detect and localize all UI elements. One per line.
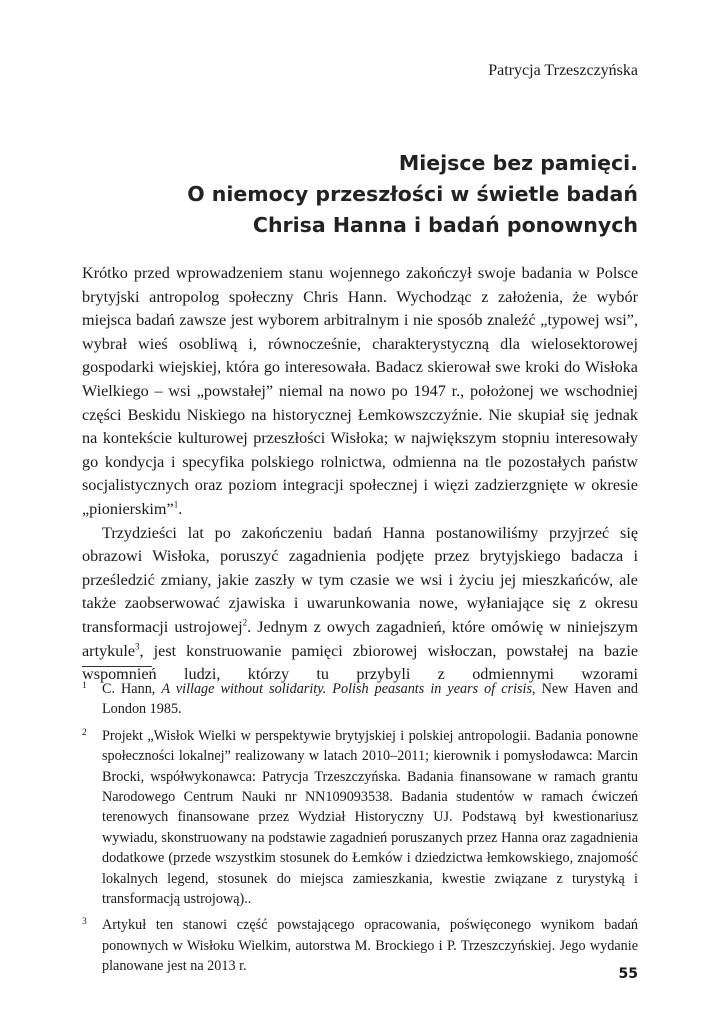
footnote-number: 3 bbox=[82, 917, 87, 928]
footnote-separator bbox=[82, 666, 152, 667]
footnote-text: Projekt „Wisłok Wielki w perspektywie brytyjskiej i polskiej antropologii. Badania ponowne społeczności lokalnej” realizowany w latach 2010–2011; kierownik i pomysłodawca: Marcin Brocki, współwykonawca: Patrycja Trzeszczyńska. Badania finansowane w ramach grantu Narodowego Centrum Nauki nr NN109093538. Badania studentów w ramach ćwiczeń terenowych finansowane przez Wydział Historyczny UJ. Podstawą był kwestionariusz wywiadu, skonstruowany na podstawie zagadnień poruszanych przez Hanna oraz zagadnienia dodatkowe (przede wszystkim stosunek do Łemków i dziedzictwa łemkowskiego, znajomość lokalnych legend, stosunek do miejsca zamieszkania, kwestie związane z turystyką i transformacją ustrojową).. bbox=[102, 727, 638, 908]
paragraph-2-text-c: , jest konstruowanie pamięci zbiorowej wisłoczan, powstałej na bazie wspomnień ludzi, którzy tu przybyli z odmiennymi wzorami bbox=[82, 641, 638, 684]
paragraph-1-text: Krótko przed wprowadzeniem stanu wojennego zakończył swoje badania w Polsce brytyjski antropolog społeczny Chris Hann. Wychodząc z założenia, że wybór miejsca badań zawsze jest wyborem arbitralnym i nie sposób znaleźć „typowej wsi”, wybrał wieś osobliwą i, równocześnie, charakterystyczną dla wielosektorowej gospodarki wiejskiej, która go interesowała. Badacz skierował swe kroki do Wisłoka Wielkiego – wsi „powstałej” niemal na nowo po 1947 r., położonej we wschodniej części Beskidu Niskiego na historycznej Łemkowszczyźnie. Nie skupiał się jednak na kontekście kulturowej przeszłości Wisłoka; w największym stopniu interesowały go kondycja i specyfika polskiego rolnictwa, odmienna na tle pozostałych państw socjalistycznych oraz poziom integracji społecznej i więzi zadzierzgnięte w okresie „pionierskim” bbox=[82, 264, 638, 518]
paragraph-2 bbox=[82, 522, 638, 687]
footnote-2 bbox=[82, 726, 638, 910]
page-number: 55 bbox=[618, 966, 638, 982]
paragraph-2-text-b: . Jednym z owych zagadnień, które omówię w niniejszym artykule bbox=[82, 617, 638, 660]
footnote-1-pre: C. Hann, bbox=[102, 681, 162, 697]
footnote-1-book-title: A village without solidarity. Polish peasants in years of crisis bbox=[161, 681, 532, 697]
paragraph-2-text-a: Trzydzieści lat po zakończeniu badań Hanna postanowiliśmy przyjrzeć się obrazowi Wisłoka, poruszyć zagadnienia podjęte przez brytyjskiego badacza i prześledzić zmiany, jakie zaszły w tym czasie we wsi i życiu jej mieszkańców, ale także zaobserwować zjawiska i uwarunkowania nowe, wyłaniające się z okresu transformacji ustrojowej bbox=[82, 523, 638, 636]
footnote-1-post: , New Haven and London 1985. bbox=[102, 681, 638, 718]
title-line-2: O niemocy przeszłości w świetle badań bbox=[187, 182, 638, 206]
footnote-1 bbox=[82, 679, 638, 720]
main-text bbox=[82, 262, 638, 687]
footnote-3 bbox=[82, 915, 638, 976]
title-line-3: Chrisa Hanna i badań ponownych bbox=[252, 213, 638, 237]
footnote-number: 2 bbox=[82, 727, 87, 738]
article-title bbox=[187, 148, 638, 241]
footnote-number: 1 bbox=[82, 681, 87, 691]
paragraph-1: Krótko przed wprowadzeniem stanu wojennego zakończył swoje badania w Polsce brytyjski antropolog społeczny Chris Hann. Wychodząc z założenia, że wybór miejsca badań zawsze jest wyborem arbitralnym i nie sposób znaleźć „typowej wsi”, wybrał wieś osobliwą i, równocześnie, charakterystyczną dla wielosektorowej gospodarki wiejskiej, która go interesowała. Badacz skierował swe kroki do Wisłoka Wielkiego – wsi „powstałej” niemal na nowo po 1947 r., położonej we wschodniej części Beskidu Niskiego na historycznej Łemkowszczyźnie. Nie skupiał się jednak na kontekście kulturowej przeszłości Wisłoka; w największym stopniu interesowały go kondycja i specyfika polskiego rolnictwa, odmienna na tle pozostałych państw socjalistycznych oraz poziom integracji społecznej i więzi zadzierzgnięte w okresie „pionierskim”$^1$. bbox=[82, 264, 638, 518]
running-head-author: Patrycja Trzeszczyńska bbox=[488, 62, 638, 79]
footnote-ref-1: 1 bbox=[173, 499, 179, 510]
footnotes bbox=[82, 679, 638, 983]
title-line-1: Miejsce bez pamięci. bbox=[398, 151, 638, 175]
footnote-ref-2: 2 bbox=[242, 617, 248, 628]
footnote-text: Artykuł ten stanowi część powstającego opracowania, poświęconego wynikom badań ponownych w Wisłoku Wielkim, autorstwa M. Brockiego i P. Trzeszczyńskiej. Jego wydanie planowane jest na 2013 r. bbox=[102, 917, 638, 975]
footnote-ref-3: 3 bbox=[135, 641, 140, 652]
footnote-text bbox=[102, 679, 638, 720]
